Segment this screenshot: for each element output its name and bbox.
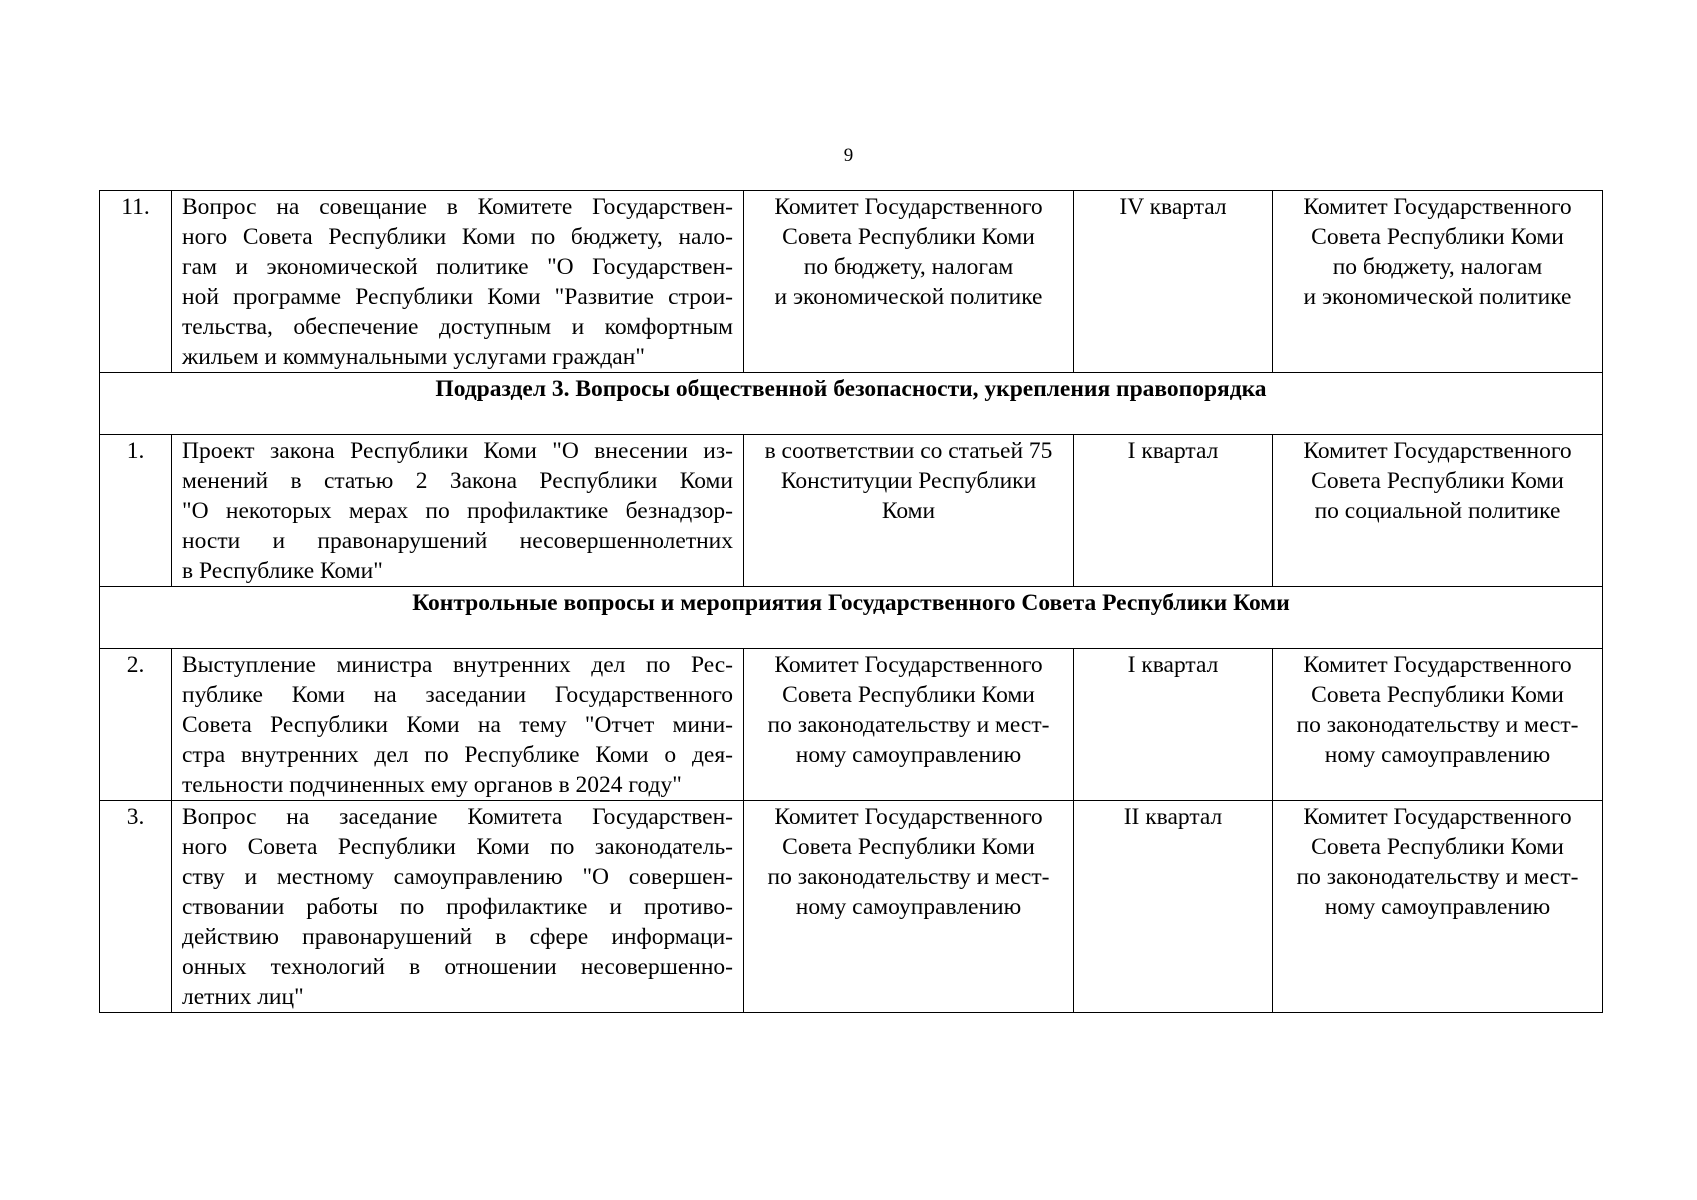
basis-line: Совета Республики Коми — [782, 682, 1035, 708]
section-heading: Подраздел 3. Вопросы общественной безопасности, укрепления правопорядка — [100, 373, 1603, 435]
description-line: ности и правонарушений несовершеннолетних — [182, 528, 733, 554]
description-line: ного Совета Республики Коми по бюджету, нало- — [182, 224, 733, 250]
item-description — [172, 191, 744, 373]
item-number: 3. — [100, 801, 172, 1013]
responsible-line: по законодательству и мест- — [1296, 712, 1579, 738]
section-heading-row — [100, 587, 1603, 649]
description-line: в Республике Коми" — [182, 558, 383, 584]
responsible-line: Комитет Государственного — [1303, 438, 1572, 464]
item-number: 11. — [100, 191, 172, 373]
item-responsible — [1273, 435, 1603, 587]
table-row — [100, 191, 1603, 373]
basis-line: по бюджету, налогам — [803, 254, 1014, 280]
basis-line: в соответствии со статьей 75 — [764, 438, 1053, 464]
description-line: "О некоторых мерах по профилактике безнадзор- — [182, 498, 733, 524]
description-line: менений в статью 2 Закона Республики Коми — [182, 468, 733, 494]
responsible-line: по социальной политике — [1314, 498, 1561, 524]
item-number: 1. — [100, 435, 172, 587]
responsible-line: ному самоуправлению — [1324, 894, 1551, 920]
description-line: стра внутренних дел по Республике Коми о дея- — [182, 742, 733, 768]
item-responsible — [1273, 649, 1603, 801]
basis-line: Совета Республики Коми — [782, 834, 1035, 860]
description-line: Вопрос на совещание в Комитете Государствен- — [182, 194, 733, 220]
responsible-line: Комитет Государственного — [1303, 194, 1572, 220]
item-basis — [744, 191, 1074, 373]
responsible-line: и экономической политике — [1303, 284, 1572, 310]
page-number: 9 — [843, 145, 854, 166]
description-line: ного Совета Республики Коми по законодатель- — [182, 834, 733, 860]
item-description — [172, 435, 744, 587]
item-basis — [744, 801, 1074, 1013]
item-period: IV квартал — [1074, 191, 1273, 373]
item-period: I квартал — [1074, 435, 1273, 587]
item-description — [172, 801, 744, 1013]
table-body — [100, 191, 1603, 1013]
description-line: Проект закона Республики Коми "О внесении из- — [182, 438, 733, 464]
table-row — [100, 649, 1603, 801]
plan-table — [99, 190, 1603, 1013]
responsible-line: по законодательству и мест- — [1296, 864, 1579, 890]
responsible-line: Совета Республики Коми — [1311, 224, 1564, 250]
description-line: ной программе Республики Коми "Развитие строи- — [182, 284, 733, 310]
responsible-line: Комитет Государственного — [1303, 652, 1572, 678]
description-line: тельности подчиненных ему органов в 2024 году" — [182, 772, 682, 798]
section-heading: Контрольные вопросы и мероприятия Государственного Совета Республики Коми — [100, 587, 1603, 649]
responsible-line: Комитет Государственного — [1303, 804, 1572, 830]
basis-line: по законодательству и мест- — [767, 712, 1050, 738]
description-line: жильем и коммунальными услугами граждан" — [182, 344, 645, 370]
item-basis — [744, 435, 1074, 587]
table-row — [100, 801, 1603, 1013]
section-heading-row — [100, 373, 1603, 435]
item-responsible — [1273, 191, 1603, 373]
basis-line: по законодательству и мест- — [767, 864, 1050, 890]
basis-line: Совета Республики Коми — [782, 224, 1035, 250]
item-basis — [744, 649, 1074, 801]
responsible-line: Совета Республики Коми — [1311, 468, 1564, 494]
basis-line: Комитет Государственного — [774, 652, 1043, 678]
basis-line: Комитет Государственного — [774, 194, 1043, 220]
basis-line: Коми — [881, 498, 936, 524]
basis-line: ному самоуправлению — [795, 742, 1022, 768]
description-line: Выступление министра внутренних дел по Рес- — [182, 652, 733, 678]
responsible-line: ному самоуправлению — [1324, 742, 1551, 768]
item-number: 2. — [100, 649, 172, 801]
table-row — [100, 435, 1603, 587]
description-line: ствовании работы по профилактике и противо- — [182, 894, 733, 920]
responsible-line: Совета Республики Коми — [1311, 834, 1564, 860]
item-period: II квартал — [1074, 801, 1273, 1013]
description-line: тельства, обеспечение доступным и комфортным — [182, 314, 733, 340]
description-line: Совета Республики Коми на тему "Отчет мини- — [182, 712, 733, 738]
item-responsible — [1273, 801, 1603, 1013]
basis-line: и экономической политике — [774, 284, 1043, 310]
responsible-line: по бюджету, налогам — [1332, 254, 1543, 280]
item-description — [172, 649, 744, 801]
item-period: I квартал — [1074, 649, 1273, 801]
description-line: действию правонарушений в сфере информаци- — [182, 924, 733, 950]
description-line: ству и местному самоуправлению "О совершен- — [182, 864, 733, 890]
basis-line: Конституции Республики — [780, 468, 1037, 494]
basis-line: Комитет Государственного — [774, 804, 1043, 830]
description-line: онных технологий в отношении несовершенно- — [182, 954, 733, 980]
responsible-line: Совета Республики Коми — [1311, 682, 1564, 708]
description-line: публике Коми на заседании Государственного — [182, 682, 733, 708]
description-line: гам и экономической политике "О Государствен- — [182, 254, 733, 280]
description-line: летних лиц" — [182, 984, 304, 1010]
basis-line: ному самоуправлению — [795, 894, 1022, 920]
description-line: Вопрос на заседание Комитета Государствен- — [182, 804, 733, 830]
